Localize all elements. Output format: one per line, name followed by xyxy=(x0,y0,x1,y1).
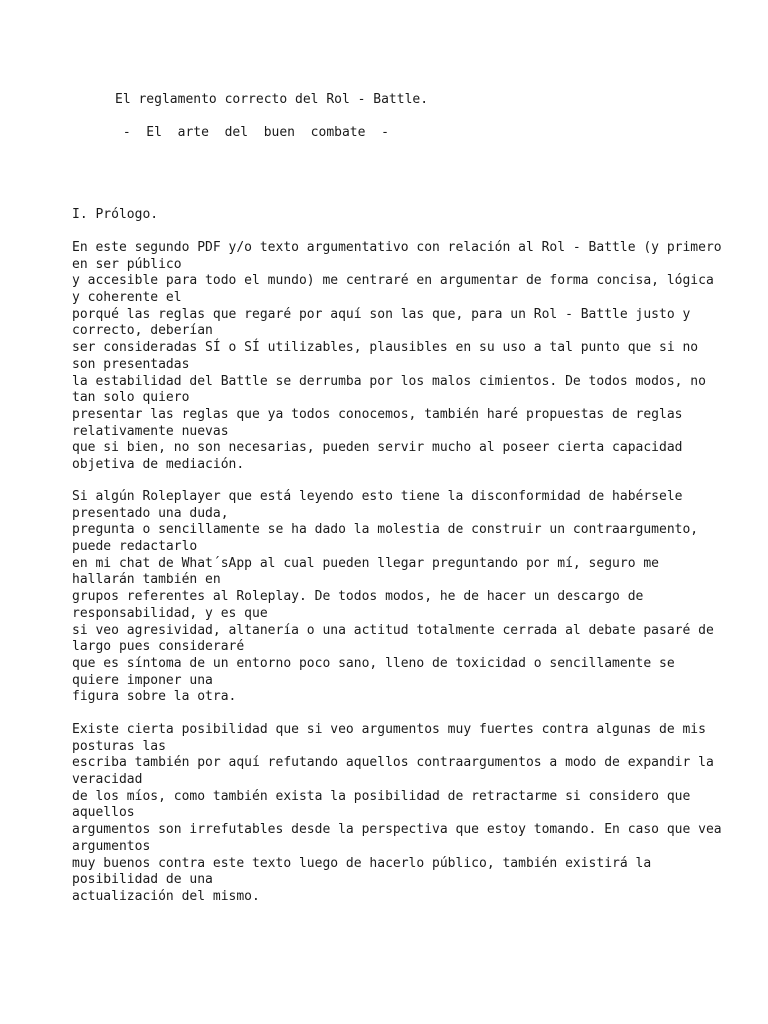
document-title: El reglamento correcto del Rol - Battle. xyxy=(115,92,429,107)
paragraph-line: en ser público xyxy=(72,256,182,272)
paragraph-line: posturas las xyxy=(72,738,166,754)
paragraph-line: tan solo quiero xyxy=(72,390,190,406)
paragraph-line: En este segundo PDF y/o texto argumentativo con relación al Rol - Battle (y primero xyxy=(72,240,722,255)
paragraph-line: presentado una duda, xyxy=(72,505,229,521)
paragraph-line: y accesible para todo el mundo) me centraré en argumentar de forma concisa, lógica xyxy=(72,273,714,289)
paragraph-line: muy buenos contra este texto luego de hacerlo público, también existirá la xyxy=(72,855,652,871)
paragraph-line: correcto, deberían xyxy=(72,323,213,339)
paragraph-line: y coherente el xyxy=(72,290,182,306)
paragraph-line: argumentos xyxy=(72,838,151,854)
document-subtitle: - El arte del buen combate - xyxy=(115,125,389,140)
section-heading: I. Prólogo. xyxy=(72,207,159,222)
paragraph-line: la estabilidad del Battle se derrumba por los malos cimientos. De todos modos, no xyxy=(72,373,706,389)
paragraph-line: veracidad xyxy=(72,772,143,788)
paragraph-3 xyxy=(72,722,732,906)
paragraph-2 xyxy=(72,489,732,706)
paragraph-line: que si bien, no son necesarias, pueden servir mucho al poseer cierta capacidad xyxy=(72,440,683,456)
paragraph-line: actualización del mismo. xyxy=(72,888,260,904)
paragraph-line: si veo agresividad, altanería o una actitud totalmente cerrada al debate pasaré de xyxy=(72,622,714,638)
paragraph-line: responsabilidad, y es que xyxy=(72,605,268,621)
paragraph-line: Si algún Roleplayer que está leyendo esto tiene la disconformidad de habérsele xyxy=(72,489,683,504)
paragraph-1 xyxy=(72,240,732,474)
paragraph-line: de los míos, como también exista la posibilidad de retractarme si considero que xyxy=(72,788,691,804)
paragraph-line: figura sobre la otra. xyxy=(72,689,237,705)
paragraph-line: ser consideradas SÍ o SÍ utilizables, plausibles en su uso a tal punto que si no xyxy=(72,340,699,356)
paragraph-line: porqué las reglas que regaré por aquí son las que, para un Rol - Battle justo y xyxy=(72,306,691,322)
paragraph-line: grupos referentes al Roleplay. De todos modos, he de hacer un descargo de xyxy=(72,589,644,605)
paragraph-line: puede redactarlo xyxy=(72,539,198,555)
paragraph-line: escriba también por aquí refutando aquellos contraargumentos a modo de expandir la xyxy=(72,755,714,771)
paragraph-line: presentar las reglas que ya todos conocemos, también haré propuestas de reglas xyxy=(72,406,683,422)
paragraph-line: quiere imponer una xyxy=(72,672,213,688)
paragraph-line: aquellos xyxy=(72,805,135,821)
paragraph-line: posibilidad de una xyxy=(72,872,213,888)
paragraph-line: pregunta o sencillamente se ha dado la molestia de construir un contraargumento, xyxy=(72,522,699,538)
paragraph-line: son presentadas xyxy=(72,356,190,372)
paragraph-line: en mi chat de What´sApp al cual pueden llegar preguntando por mí, seguro me xyxy=(72,555,659,571)
paragraph-line: argumentos son irrefutables desde la perspectiva que estoy tomando. En caso que vea xyxy=(72,822,722,838)
paragraph-line: largo pues consideraré xyxy=(72,639,245,655)
paragraph-line: relativamente nuevas xyxy=(72,423,229,439)
paragraph-line: hallarán también en xyxy=(72,572,221,588)
paragraph-line: Existe cierta posibilidad que si veo argumentos muy fuertes contra algunas de mis xyxy=(72,722,706,737)
paragraph-line: objetiva de mediación. xyxy=(72,456,245,472)
paragraph-line: que es síntoma de un entorno poco sano, lleno de toxicidad o sencillamente se xyxy=(72,655,675,671)
